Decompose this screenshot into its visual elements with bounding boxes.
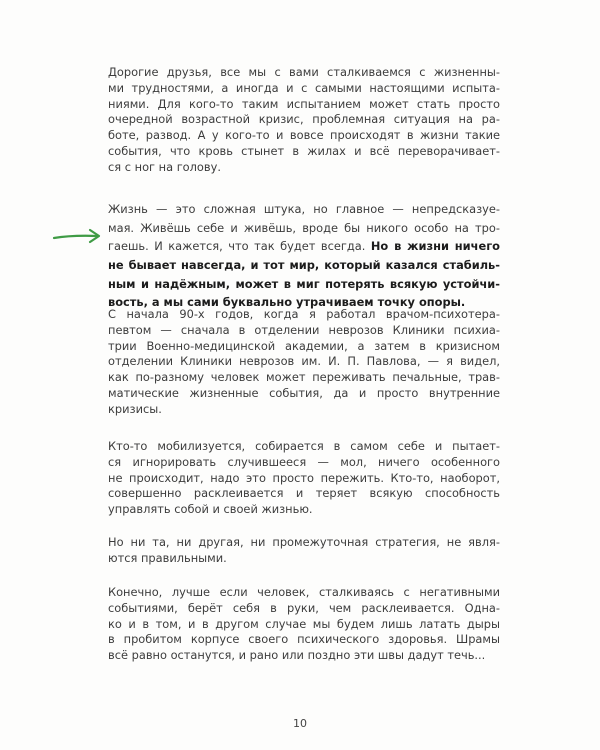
text-line: Кто-то мобилизуется, собирается в самом себе и пытает- bbox=[108, 439, 500, 453]
text-line: очередной возрастной кризис, проблемная ситуация на ра- bbox=[108, 112, 500, 127]
text-line: ниями. Для кого-то таким испытанием может стать просто bbox=[108, 96, 500, 111]
text-line: ются правильными. bbox=[108, 550, 227, 565]
text-line: Но ни та, ни другая, ни промежуточная стратегия, не явля- bbox=[108, 535, 500, 549]
text-line: матические жизненные события, да и просто внутренние bbox=[108, 385, 500, 400]
text-line: в пробитом корпусе своего психического здоровья. Шрамы bbox=[108, 632, 500, 647]
text-bold: Но в жизни ничего bbox=[370, 239, 500, 254]
text-line: Дорогие друзья, все мы с вами сталкиваемся с жизненны- bbox=[108, 65, 500, 79]
paragraph-reactions bbox=[108, 439, 500, 518]
text-line-bold: не бывает навсегда, и тот мир, который казался стабиль- bbox=[108, 258, 500, 273]
text-line: трии Военно-медицинской академии, а затем в кризисном bbox=[108, 338, 500, 353]
text-line: совершенно расклеивается и теряет всякую способность bbox=[108, 486, 500, 501]
green-arrow-icon bbox=[52, 226, 102, 246]
paragraph-life bbox=[108, 200, 500, 312]
text-line: Жизнь — это сложная штука, но главное — непредсказуе- bbox=[108, 202, 500, 216]
text-line: событиями, берёт себя в руки, чем расклеивается. Одна- bbox=[108, 600, 500, 615]
text-line: боте, развод. А у кого-то и вовсе происходят в жизни такие bbox=[108, 128, 500, 143]
text-line: мая. Живёшь себе и живёшь, вроде бы никого особо на тро- bbox=[108, 220, 500, 235]
text-line-bold: ным и надёжным, может в миг потерять всякую устойчи- bbox=[108, 276, 500, 291]
text-line: события, что кровь стынет в жилах и всё переворачивает- bbox=[108, 143, 500, 158]
text-line: не происходит, надо это просто пережить. Кто-то, наоборот, bbox=[108, 470, 500, 485]
text-line: отделении Клиники неврозов им. И. П. Павлова, — я видел, bbox=[108, 354, 500, 369]
text-line: С начала 90-х годов, когда я работал врачом-психотера- bbox=[108, 307, 500, 321]
text-line: управлять собой и своей жизнью. bbox=[108, 502, 313, 517]
paragraph-conclusion bbox=[108, 585, 500, 664]
text-line-mixed bbox=[108, 237, 500, 256]
paragraph-experience bbox=[108, 307, 500, 418]
text-line: ми трудностями, а иногда и с самыми настоящими испыта- bbox=[108, 80, 500, 95]
text-line-bold: вость, а мы сами буквально утрачиваем точку опоры. bbox=[108, 295, 466, 310]
paragraph-strategy bbox=[108, 535, 500, 567]
page-number: 10 bbox=[293, 717, 307, 730]
text-line: певтом — сначала в отделении неврозов Клиники психиа- bbox=[108, 322, 500, 337]
text-line: Конечно, лучше если человек, сталкиваясь с негативными bbox=[108, 585, 500, 599]
text-line: кризисы. bbox=[108, 401, 162, 416]
text-line: ко и в том, и в другом случае мы будем лишь латать дыры bbox=[108, 616, 500, 631]
text-line: ся игнорировать случившееся — мол, ничего особенного bbox=[108, 454, 500, 469]
text-line: всё равно останутся, и рано или поздно эти швы дадут течь... bbox=[108, 648, 486, 663]
text-line: как по-разному человек может переживать печальные, трав- bbox=[108, 370, 500, 385]
text-normal: гаешь. И кажется, что так будет всегда. bbox=[108, 239, 371, 254]
paragraph-intro bbox=[108, 65, 500, 176]
text-line: ся с ног на голову. bbox=[108, 159, 221, 174]
